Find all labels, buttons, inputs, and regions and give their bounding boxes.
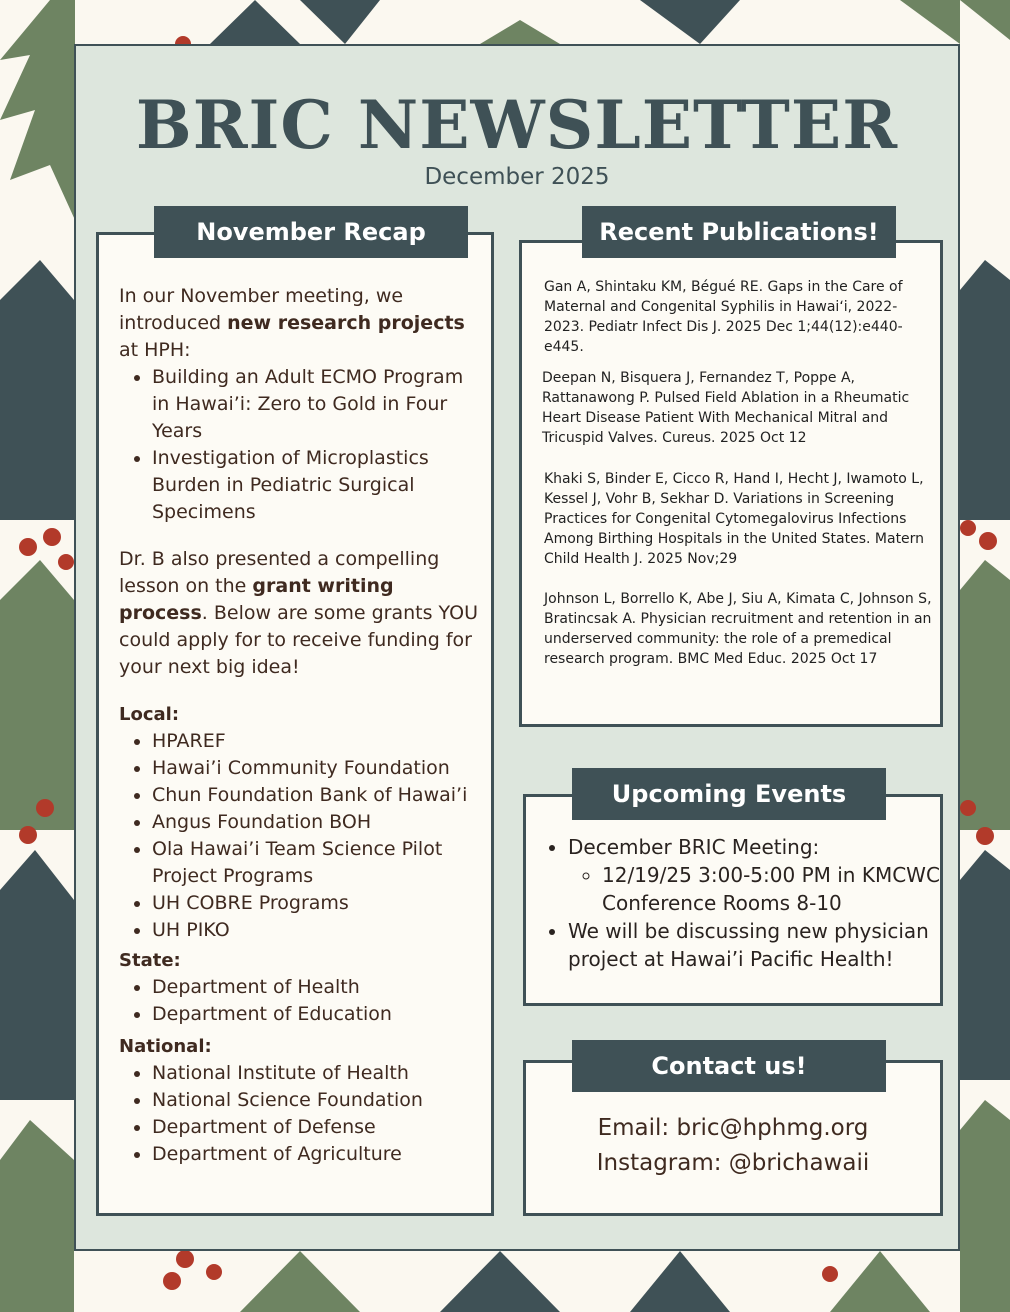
pine-tree-left-mid-icon bbox=[0, 560, 74, 830]
newsletter-date: December 2025 bbox=[424, 164, 610, 190]
recap-lesson bbox=[119, 546, 479, 681]
list-item: • Investigation of Microplastics Burden in Pediatric Surgical Specimens bbox=[152, 445, 479, 526]
event-list bbox=[540, 833, 964, 973]
list-item: • Ola Hawai’i Team Science Pilot Project Programs bbox=[152, 836, 479, 890]
national-label: National: bbox=[119, 1036, 212, 1057]
publication-item: Deepan N, Bisquera J, Fernandez T, Poppe A, Rattanawong P. Pulsed Field Ablation in a Rheumatic Heart Disease Patient With Mechanical Mitral and Tricuspid Valves. Cureus. 2025 Oct 12 bbox=[542, 370, 910, 446]
pine-tree-top-right-icon bbox=[640, 0, 740, 44]
contact-heading: Contact us! bbox=[572, 1040, 886, 1092]
upcoming-events-heading: Upcoming Events bbox=[572, 768, 886, 820]
national-grant-list bbox=[119, 1060, 479, 1168]
pine-tree-top-center-left-icon bbox=[210, 0, 380, 44]
list-item: • HPAREF bbox=[152, 728, 479, 755]
newsletter-title: BRIC NEWSLETTER bbox=[135, 86, 899, 164]
list-item: • Hawai’i Community Foundation bbox=[152, 755, 479, 782]
pine-tree-right-lower-icon bbox=[960, 850, 1010, 1080]
pine-tree-bottom-center-icon bbox=[440, 1251, 730, 1312]
recap-content bbox=[119, 283, 479, 1168]
publication-item: Khaki S, Binder E, Cicco R, Hand I, Hecht J, Iwamoto L, Kessel J, Vohr B, Sekhar D. Variations in Screening Practices for Congenital Cytomegalovirus Infections Among Birthing Hospitals in the United States. Matern Child Health J. 2025 Nov;29 bbox=[544, 471, 925, 567]
recap-intro bbox=[119, 283, 479, 364]
local-label: Local: bbox=[119, 704, 180, 725]
pine-tree-top-far-right-icon bbox=[900, 0, 1010, 44]
recap-lesson-highlight: grant writing process bbox=[119, 575, 394, 624]
pine-tree-right-upper-icon bbox=[960, 260, 1010, 520]
list-item: • Department of Health bbox=[152, 974, 479, 1001]
contact-instagram: Instagram: @brichawaii bbox=[596, 1150, 870, 1176]
publication-item: Gan A, Shintaku KM, Bégué RE. Gaps in the Care of Maternal and Congenital Syphilis in Hawaiʻi, 2022-2023. Pediatr Infect Dis J. 2025 Dec 1;44(12):e440-e445. bbox=[544, 279, 903, 355]
contact-email: Email: bric@hphmg.org bbox=[597, 1115, 869, 1141]
publication-item: Johnson L, Borrello K, Abe J, Siu A, Kimata C, Johnson S, Bratincsak A. Physician recruitment and retention in an underserved community: the role of a premedical research program. BMC Med Educ. 2025 Oct 17 bbox=[544, 591, 932, 667]
state-label: State: bbox=[119, 950, 181, 971]
list-item: • Angus Foundation BOH bbox=[152, 809, 479, 836]
recent-publications-box bbox=[519, 240, 943, 727]
list-item bbox=[568, 833, 964, 917]
local-grant-list bbox=[119, 728, 479, 944]
pine-tree-right-mid-icon bbox=[960, 560, 1010, 830]
list-item: • UH PIKO bbox=[152, 917, 479, 944]
list-item: • Department of Defense bbox=[152, 1114, 479, 1141]
list-item: • We will be discussing new physician project at Hawai’i Pacific Health! bbox=[568, 917, 964, 973]
recap-intro-end: at HPH: bbox=[119, 339, 191, 361]
pine-tree-top-left-icon bbox=[0, 0, 75, 220]
pine-tree-left-lower-icon bbox=[0, 850, 74, 1100]
list-item: • Department of Agriculture bbox=[152, 1141, 479, 1168]
list-item: • Chun Foundation Bank of Hawai’i bbox=[152, 782, 479, 809]
recap-lesson-end: . Below are some grants YOU could apply for to receive funding for your next big idea! bbox=[119, 602, 478, 678]
list-item: • Department of Education bbox=[152, 1001, 479, 1028]
list-item: • UH COBRE Programs bbox=[152, 890, 479, 917]
recap-intro-highlight: new research projects bbox=[227, 312, 465, 334]
list-item: • National Science Foundation bbox=[152, 1087, 479, 1114]
november-recap-box bbox=[96, 232, 494, 1216]
recap-lesson-text: Dr. B also presented a compelling lesson on the bbox=[119, 548, 440, 597]
recap-intro-text: In our November meeting, we introduced bbox=[119, 285, 404, 334]
list-item: • Building an Adult ECMO Program in Hawai’i: Zero to Gold in Four Years bbox=[152, 364, 479, 445]
november-recap-heading: November Recap bbox=[154, 206, 468, 258]
pine-tree-top-center-icon bbox=[480, 20, 560, 44]
pine-tree-left-upper-icon bbox=[0, 260, 74, 520]
project-list bbox=[119, 364, 479, 526]
event-meeting: December BRIC Meeting: bbox=[568, 835, 820, 859]
upcoming-events-box bbox=[523, 794, 943, 1006]
list-item: • National Institute of Health bbox=[152, 1060, 479, 1087]
list-item: ◦ 12/19/25 3:00-5:00 PM in KMCWC Conference Rooms 8-10 bbox=[602, 861, 964, 917]
event-detail-list bbox=[568, 861, 964, 917]
recent-publications-heading: Recent Publications! bbox=[582, 206, 896, 258]
state-grant-list bbox=[119, 974, 479, 1028]
